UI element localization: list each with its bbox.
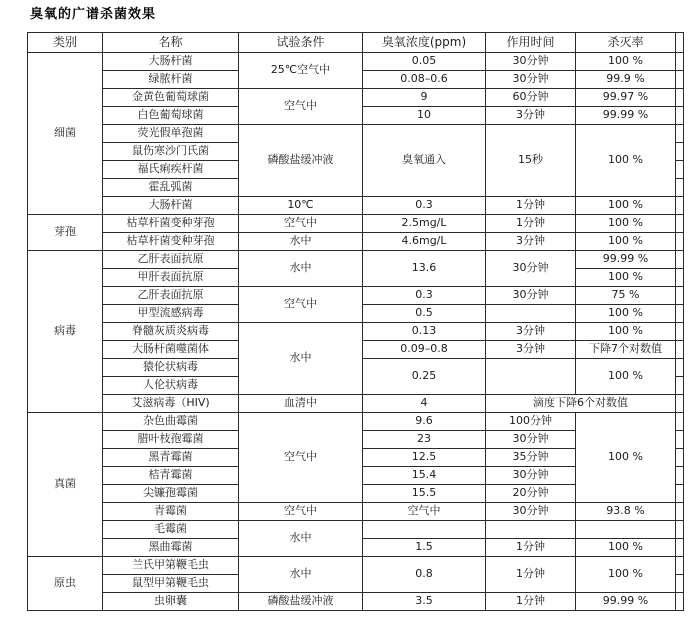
table-cell: 30分钟 — [486, 53, 576, 71]
table-cell: 猿伦状病毒 — [103, 359, 239, 377]
table-cell: 鼠伤寒沙门氏菌 — [103, 143, 239, 161]
table-cell — [363, 521, 486, 539]
table-cell: 15秒 — [486, 125, 576, 197]
table-cell: 0.3 — [363, 287, 486, 305]
table-cell: 桔青霉菌 — [103, 467, 239, 485]
table-cell: 30分钟 — [486, 251, 576, 287]
table-cell: 空气中 — [239, 89, 363, 125]
column-header: 杀灭率 — [576, 33, 676, 53]
table-cell: 大肠杆菌 — [103, 53, 239, 71]
table-cell: 100 % — [576, 233, 676, 251]
table-cell: 1分钟 — [486, 197, 576, 215]
table-row — [28, 395, 684, 413]
table-cell: 绿脓杆菌 — [103, 71, 239, 89]
table-row — [28, 323, 684, 341]
table-cell: 金黄色葡萄球菌 — [103, 89, 239, 107]
table-cell: 30分钟 — [486, 467, 576, 485]
table-body — [28, 53, 684, 611]
table-edge-cell — [676, 359, 684, 377]
table-edge-cell — [676, 557, 684, 575]
table-cell: 黑青霉菌 — [103, 449, 239, 467]
table-cell: 虫卵囊 — [103, 593, 239, 611]
table-cell: 99.99 % — [576, 107, 676, 125]
table-cell: 1分钟 — [486, 539, 576, 557]
table-cell: 9 — [363, 89, 486, 107]
table-cell: 99.9 % — [576, 71, 676, 89]
ozone-sterilization-table — [27, 32, 684, 611]
table-cell — [486, 521, 576, 539]
table-cell: 磷酸盐缓冲液 — [239, 125, 363, 197]
table-cell: 0.3 — [363, 197, 486, 215]
table-row — [28, 287, 684, 305]
table-cell: 青霉菌 — [103, 503, 239, 521]
table-cell — [576, 521, 676, 539]
table-row — [28, 197, 684, 215]
table-edge-cell — [676, 593, 684, 611]
table-edge-cell — [676, 161, 684, 179]
table-row — [28, 593, 684, 611]
table-cell: 100 % — [576, 125, 676, 197]
table-cell: 15.5 — [363, 485, 486, 503]
table-edge-cell — [676, 71, 684, 89]
table-edge-cell — [676, 125, 684, 143]
table-cell: 毛霉菌 — [103, 521, 239, 539]
table-edge-cell — [676, 413, 684, 431]
table-edge-cell — [676, 395, 684, 413]
table-cell: 30分钟 — [486, 287, 576, 305]
table-cell: 1.5 — [363, 539, 486, 557]
table-row — [28, 89, 684, 107]
table-cell: 乙肝表面抗原 — [103, 251, 239, 269]
table-cell: 30分钟 — [486, 431, 576, 449]
table-cell: 3分钟 — [486, 341, 576, 359]
table-cell: 99.99 % — [576, 251, 676, 269]
table-cell: 脊髓灰质炎病毒 — [103, 323, 239, 341]
table-cell: 0.08–0.6 — [363, 71, 486, 89]
table-cell: 9.6 — [363, 413, 486, 431]
table-cell: 12.5 — [363, 449, 486, 467]
table-cell: 100 % — [576, 323, 676, 341]
table-cell: 水中 — [239, 557, 363, 593]
table-cell: 臭氧通入 — [363, 125, 486, 197]
table-cell: 100 % — [576, 305, 676, 323]
table-edge-cell — [676, 503, 684, 521]
table-cell: 乙肝表面抗原 — [103, 287, 239, 305]
page-title: 臭氧的广谱杀菌效果 — [30, 7, 157, 22]
table-cell: 霍乱弧菌 — [103, 179, 239, 197]
table-row — [28, 413, 684, 431]
table-cell: 100 % — [576, 557, 676, 593]
table-edge-cell — [676, 323, 684, 341]
table-cell: 甲肝表面抗原 — [103, 269, 239, 287]
table-cell: 3分钟 — [486, 233, 576, 251]
table-cell: 60分钟 — [486, 89, 576, 107]
table-cell: 35分钟 — [486, 449, 576, 467]
table-cell: 3分钟 — [486, 323, 576, 341]
column-header: 名称 — [103, 33, 239, 53]
table-cell: 黑曲霉菌 — [103, 539, 239, 557]
table-cell — [486, 359, 576, 395]
table-edge-cell — [676, 251, 684, 269]
table-cell: 兰氏甲第鞭毛虫 — [103, 557, 239, 575]
table-edge-cell — [676, 53, 684, 71]
table-cell: 下降7个对数值 — [576, 341, 676, 359]
table-cell: 10 — [363, 107, 486, 125]
table-cell: 水中 — [239, 233, 363, 251]
table-cell: 艾滋病毒（HIV) — [103, 395, 239, 413]
table-cell: 30分钟 — [486, 503, 576, 521]
table-cell: 99.97 % — [576, 89, 676, 107]
table-edge-cell — [676, 341, 684, 359]
table-edge-cell — [676, 521, 684, 539]
column-header: 试验条件 — [239, 33, 363, 53]
table-cell: 原虫 — [28, 557, 103, 611]
table-row — [28, 251, 684, 269]
table-edge-cell — [676, 107, 684, 125]
table-row — [28, 125, 684, 143]
table-cell: 0.5 — [363, 305, 486, 323]
table-cell: 25℃空气中 — [239, 53, 363, 89]
table-edge-cell — [676, 89, 684, 107]
table-cell: 1分钟 — [486, 557, 576, 593]
table-cell: 磷酸盐缓冲液 — [239, 593, 363, 611]
table-cell: 鼠型甲第鞭毛虫 — [103, 575, 239, 593]
table-cell: 0.8 — [363, 557, 486, 593]
table-cell: 100 % — [576, 539, 676, 557]
table-cell: 空气中 — [239, 503, 363, 521]
column-header: 臭氧浓度(ppm) — [363, 33, 486, 53]
table-cell: 0.25 — [363, 359, 486, 395]
table-edge-cell — [676, 197, 684, 215]
table-edge-cell — [676, 449, 684, 467]
table-cell: 甲型流感病毒 — [103, 305, 239, 323]
table-cell: 100分钟 — [486, 413, 576, 431]
table-cell: 1分钟 — [486, 593, 576, 611]
table-edge-cell — [676, 575, 684, 593]
table-cell: 血清中 — [239, 395, 363, 413]
table-cell: 杂色曲霉菌 — [103, 413, 239, 431]
table-cell: 空气中 — [363, 503, 486, 521]
table-cell: 75 % — [576, 287, 676, 305]
table-edge-cell — [676, 467, 684, 485]
table-cell: 芽孢 — [28, 215, 103, 251]
table-cell: 2.5mg/L — [363, 215, 486, 233]
table-cell: 水中 — [239, 323, 363, 395]
table-row — [28, 215, 684, 233]
table-cell: 99.99 % — [576, 593, 676, 611]
table-cell: 93.8 % — [576, 503, 676, 521]
table-row — [28, 557, 684, 575]
table-cell: 100 % — [576, 215, 676, 233]
table-cell: 大肠杆菌 — [103, 197, 239, 215]
table-cell: 白色葡萄球菌 — [103, 107, 239, 125]
column-header: 作用时间 — [486, 33, 576, 53]
column-header: 类别 — [28, 33, 103, 53]
table-edge-cell — [676, 377, 684, 395]
table-cell: 4.6mg/L — [363, 233, 486, 251]
table-cell: 空气中 — [239, 215, 363, 233]
table-row — [28, 521, 684, 539]
table-cell: 细菌 — [28, 53, 103, 215]
table-cell: 空气中 — [239, 413, 363, 503]
table-cell: 13.6 — [363, 251, 486, 287]
table-edge-cell — [676, 287, 684, 305]
table-cell: 腊叶枝孢霉菌 — [103, 431, 239, 449]
table-edge-cell — [676, 269, 684, 287]
table-cell: 4 — [363, 395, 486, 413]
table-cell: 100 % — [576, 197, 676, 215]
table-cell: 0.09–0.8 — [363, 341, 486, 359]
table-cell — [486, 305, 576, 323]
table-edge-cell — [676, 485, 684, 503]
table-cell: 水中 — [239, 521, 363, 557]
table-cell: 福氏痢疾杆菌 — [103, 161, 239, 179]
table-edge-cell — [676, 233, 684, 251]
table-edge-cell — [676, 305, 684, 323]
table-cell: 水中 — [239, 251, 363, 287]
table-edge-cell — [676, 431, 684, 449]
table-edge-cell — [676, 215, 684, 233]
table-cell: 20分钟 — [486, 485, 576, 503]
table-cell: 大肠杆菌噬菌体 — [103, 341, 239, 359]
table-cell: 100 % — [576, 53, 676, 71]
table-cell: 空气中 — [239, 287, 363, 323]
table-cell: 1分钟 — [486, 215, 576, 233]
table-row — [28, 503, 684, 521]
table-cell: 23 — [363, 431, 486, 449]
table-cell: 15.4 — [363, 467, 486, 485]
table-edge-cell — [676, 179, 684, 197]
table-cell: 100 % — [576, 413, 676, 503]
table-cell: 病毒 — [28, 251, 103, 413]
table-cell: 100 % — [576, 269, 676, 287]
table-cell: 100 % — [576, 359, 676, 395]
table-cell: 真菌 — [28, 413, 103, 557]
table-cell: 10℃ — [239, 197, 363, 215]
table-edge-cell — [676, 143, 684, 161]
table-cell: 3.5 — [363, 593, 486, 611]
table-cell: 枯草杆菌变种芽孢 — [103, 233, 239, 251]
header-row — [28, 33, 684, 53]
table-cell: 3分钟 — [486, 107, 576, 125]
table-cell: 0.13 — [363, 323, 486, 341]
table-cell: 枯草杆菌变种芽孢 — [103, 215, 239, 233]
table-cell: 人伦状病毒 — [103, 377, 239, 395]
table-cell: 滴度下降6个对数值 — [486, 395, 676, 413]
table-edge-cell — [676, 539, 684, 557]
table-cell: 荧光假单孢菌 — [103, 125, 239, 143]
table-cell: 0.05 — [363, 53, 486, 71]
table-row — [28, 233, 684, 251]
table-cell: 尖镰孢霉菌 — [103, 485, 239, 503]
table-cell: 30分钟 — [486, 71, 576, 89]
table-row — [28, 53, 684, 71]
table-edge-cell — [676, 33, 684, 53]
